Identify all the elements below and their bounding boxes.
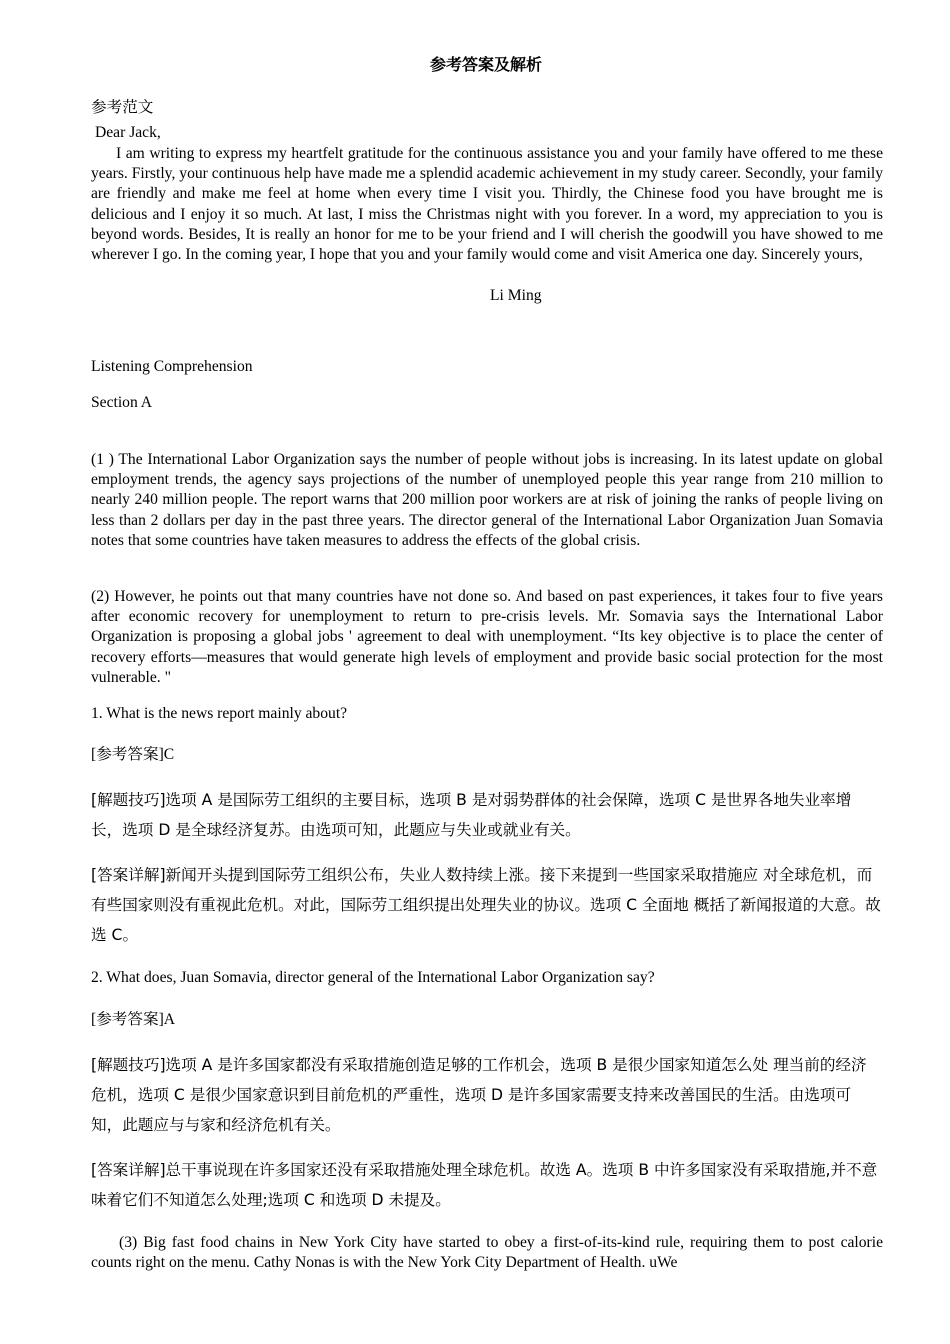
tips-1: [解题技巧]选项 A 是国际劳工组织的主要目标，选项 B 是对弱势群体的社会保障，选项 C 是世界各地失业率增长，选项 D 是全球经济复苏。由选项可知，此题应与失业或就业有关。 [91, 791, 852, 839]
passage-2: (2) However, he points out that many countries have not done so. And based on past experiences, it takes four to five years after economic recovery for unemployment to return to pre-crisis levels. Mr. Somavia says the International Labor Organization is proposing a global jobs ' agreement to deal with unemployment. “Its key objective is to place the center of recovery efforts—measures that would generate high levels of employment and provide basic social protection for the most vulnerable. " [91, 588, 883, 686]
passage-1: (1 ) The International Labor Organization says the number of people without jobs is increasing. In its latest update on global employment trends, the agency says projections of the number of unemployed people this year range from 210 million to nearly 240 million people. The report warns that 200 million poor workers are at risk of joining the ranks of people living on less than 2 dollars per day in the past three years. The director general of the International Labor Organization Juan Somavia notes that some countries have taken measures to address the effects of the global crisis. [91, 451, 883, 549]
essay-salutation: Dear Jack, [95, 124, 161, 141]
detail-1: [答案详解]新闻开头提到国际劳工组织公布，失业人数持续上涨。接下来提到一些国家采取措施应 对全球危机，而有些国家则没有重视此危机。对此，国际劳工组织提出处理失业的协议。选项 C 全面地 概括了新闻报道的大意。故选 C。 [91, 866, 881, 944]
essay-signature: Li Ming [490, 287, 542, 304]
detail-2: [答案详解]总干事说现在许多国家还没有采取措施处理全球危机。故选 A。选项 B 中许多国家没有采取措施,并不意味着它们不知道怎么处理;选项 C 和选项 D 未提及。 [91, 1161, 878, 1209]
tips-2: [解题技巧]选项 A 是许多国家都没有采取措施创造足够的工作机会，选项 B 是很少国家知道怎么处 理当前的经济危机，选项 C 是很少国家意识到目前危机的严重性，选项 D 是许多国家需要支持来改善国民的生活。由选项可知，此题应与与家和经济危机有关。 [91, 1056, 867, 1134]
question-2: 2. What does, Juan Somavia, director general of the International Labor Organization say? [91, 969, 655, 986]
section-heading-listening: Listening Comprehension [91, 358, 253, 375]
essay-body: I am writing to express my heartfelt gratitude for the continuous assistance you and your family have offered to me these years. Firstly, your continuous help have made me a splendid academic achievement in my study career. Secondly, your family are friendly and make me feel at home when every time I visit you. Thirdly, the Chinese food you have brought me is delicious and I enjoy it so much. At last, I miss the Christmas night with you forever. In a word, my appreciation to you is beyond words. Besides, It is really an honor for me to be your friend and I will cherish the goodwill you have showed to me wherever I go. In the coming year, I hope that you and your family would come and visit America one day. Sincerely yours, [91, 145, 883, 264]
answer-1: [参考答案]C [91, 746, 175, 763]
section-heading-a: Section A [91, 394, 153, 411]
answer-2: [参考答案]A [91, 1011, 176, 1028]
passage-3: (3) Big fast food chains in New York City have started to obey a first-of-its-kind rule, requiring them to post calorie counts right on the menu. Cathy Nonas is with the New York City Department of Health. uWe [91, 1234, 883, 1272]
page-title: 参考答案及解析 [429, 55, 542, 74]
essay-heading: 参考范文 [91, 98, 154, 116]
question-1: 1. What is the news report mainly about? [91, 705, 348, 722]
